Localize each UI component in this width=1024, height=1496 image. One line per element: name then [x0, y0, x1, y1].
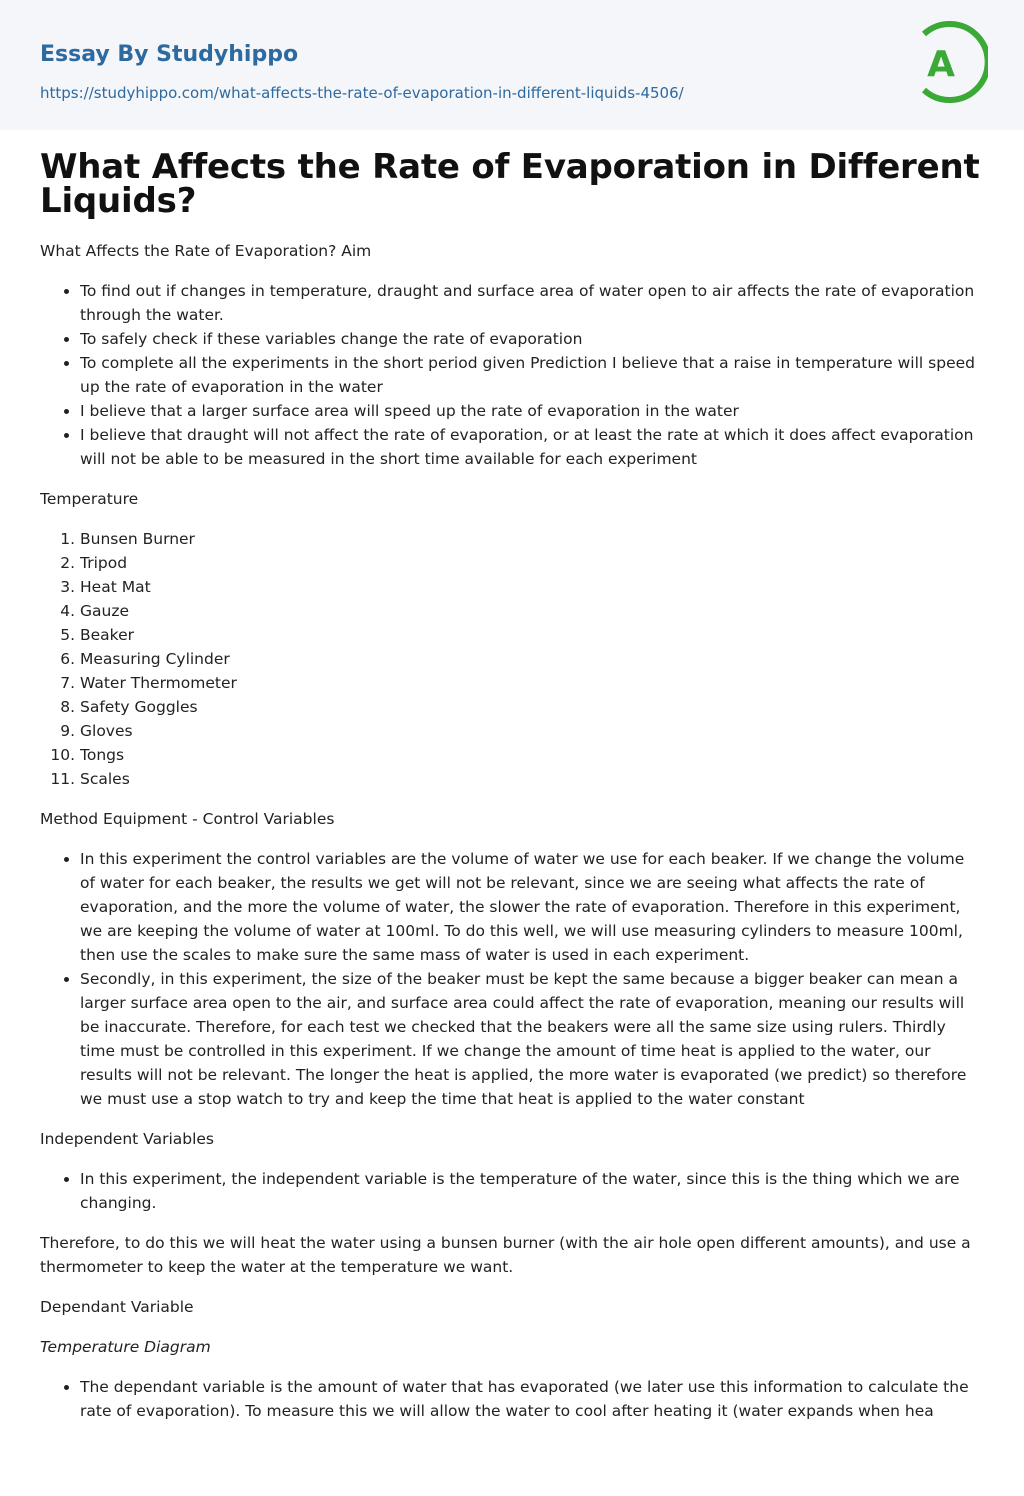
essay-content: [0, 147, 1024, 1423]
diagram-caption: Temperature Diagram: [40, 1338, 211, 1356]
logo-letter: A: [927, 44, 955, 85]
control-variables-list: [40, 847, 984, 1111]
independent-variables-list: [40, 1167, 984, 1215]
list-item: 10. Tongs: [80, 743, 984, 767]
equipment-list: [40, 527, 984, 791]
list-item: • I believe that draught will not affect the rate of evaporation, or at least the rate at which it does affect evaporation will not be able to be measured in the short time available for each experiment: [80, 423, 984, 471]
list-item: 6. Measuring Cylinder: [80, 647, 984, 671]
list-item: • In this experiment, the independent variable is the temperature of the water, since this is the thing which we are changing.: [80, 1167, 984, 1215]
list-item: 2. Tripod: [80, 551, 984, 575]
source-url-link[interactable]: https://studyhippo.com/what-affects-the-rate-of-evaporation-in-different-liquids-4506/: [40, 84, 684, 102]
aim-heading: What Affects the Rate of Evaporation? Aim: [40, 242, 372, 260]
list-item: 8. Safety Goggles: [80, 695, 984, 719]
independent-variables-heading: Independent Variables: [40, 1130, 215, 1148]
list-item: • Secondly, in this experiment, the size of the beaker must be kept the same because a bigger beaker can mean a larger surface area open to the air, and surface area could affect the rate of evaporation, meaning our results will be inaccurate. Therefore, for each test we checked that the beakers were all the same size using rulers. Thirdly time must be controlled in this experiment. If we change the amount of time heat is applied to the water, our results will not be relevant. The longer the heat is applied, the more water is evaporated (we predict) so therefore we must use a stop watch to try and keep the time that heat is applied to the water constant: [80, 967, 984, 1111]
page-title: What Affects the Rate of Evaporation in Different Liquids?: [40, 147, 980, 221]
control-variables-heading: Method Equipment - Control Variables: [40, 810, 335, 828]
dependent-variable-list: [40, 1375, 984, 1423]
independent-variables-paragraph: Therefore, to do this we will heat the water using a bunsen burner (with the air hole open different amounts), and use a thermometer to keep the water at the temperature we want.: [40, 1234, 971, 1276]
list-item: 3. Heat Mat: [80, 575, 984, 599]
list-item: 11. Scales: [80, 767, 984, 791]
list-item: 9. Gloves: [80, 719, 984, 743]
aim-list: [40, 279, 984, 471]
dependent-variable-heading: Dependant Variable: [40, 1298, 194, 1316]
list-item: • To find out if changes in temperature, draught and surface area of water open to air affects the rate of evaporation through the water.: [80, 279, 984, 327]
temperature-heading: Temperature: [40, 490, 139, 508]
list-item: • To complete all the experiments in the short period given Prediction I believe that a raise in temperature will speed up the rate of evaporation in the water: [80, 351, 984, 399]
list-item: 5. Beaker: [80, 623, 984, 647]
site-header: [0, 0, 1024, 130]
list-item: • To safely check if these variables change the rate of evaporation: [80, 327, 984, 351]
studyhippo-logo-icon[interactable]: [910, 18, 988, 106]
list-item: 1. Bunsen Burner: [80, 527, 984, 551]
list-item: 4. Gauze: [80, 599, 984, 623]
list-item: 7. Water Thermometer: [80, 671, 984, 695]
list-item: • In this experiment the control variables are the volume of water we use for each beaker. If we change the volume of water for each beaker, the results we get will not be relevant, since we are seeing what affects the rate of evaporation, and the more the volume of water, the slower the rate of evaporation. Therefore in this experiment, we are keeping the volume of water at 100ml. To do this well, we will use measuring cylinders to measure 100ml, then use the scales to make sure the same mass of water is used in each experiment.: [80, 847, 984, 967]
list-item: • The dependant variable is the amount of water that has evaporated (we later use this information to calculate the rate of evaporation). To measure this we will allow the water to cool after heating it (water expands when hea: [80, 1375, 984, 1423]
list-item: • I believe that a larger surface area will speed up the rate of evaporation in the water: [80, 399, 984, 423]
brand-title[interactable]: Essay By Studyhippo: [40, 42, 299, 67]
